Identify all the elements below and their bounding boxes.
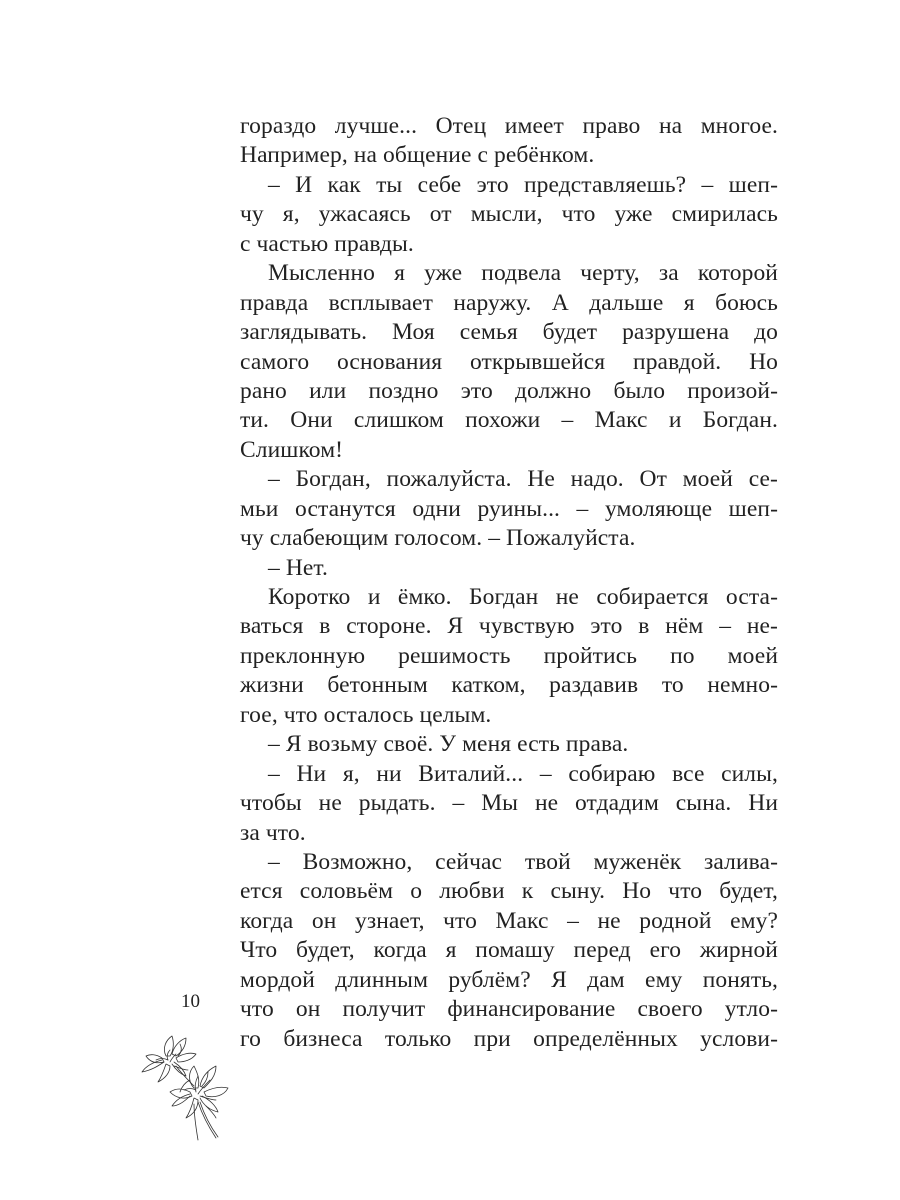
text-line: ваться в стороне. Я чувствую это в нём – не- [240, 613, 778, 640]
text-line: за что. [240, 819, 306, 846]
text-line: Коротко и ёмко. Богдан не собирается оста- [268, 584, 778, 610]
text-line: Мысленно я уже подвела черту, за которой [268, 260, 778, 287]
text-line: го бизнеса только при определённых услови- [240, 1025, 778, 1052]
text-line: – Возможно, сейчас твой муженёк залива- [268, 848, 778, 875]
text-line: самого основания открывшейся правдой. Но [240, 348, 778, 375]
page-number: 10 [181, 991, 200, 1012]
text-line: когда он узнает, что Макс – не родной ему? [240, 907, 778, 934]
text-line: – Нет. [268, 554, 329, 581]
text-line: заглядывать. Моя семья будет разрушена до [240, 319, 778, 346]
text-line: ется соловьём о любви к сыну. Но что будет, [240, 878, 778, 905]
text-line: – Ни я, ни Виталий... – собираю все силы, [268, 760, 778, 787]
text-line: ти. Они слишком похожи – Макс и Богдан. [240, 407, 778, 434]
text-line: мордой длинным рублём? Я дам ему понять, [240, 966, 778, 993]
text-line: – Богдан, пожалуйста. Не надо. От моей се- [268, 466, 778, 493]
lotus-flower-icon [136, 1026, 240, 1142]
text-line: рано или поздно это должно было произой- [240, 377, 778, 404]
text-line: жизни бетонным катком, раздавив то немно- [240, 672, 778, 699]
text-line: гораздо лучше... Отец имеет право на многое. [240, 113, 778, 139]
text-line: преклонную решимость пройтись по моей [240, 642, 778, 669]
text-line: гое, что осталось целым. [240, 701, 492, 728]
text-line: Что будет, когда я помашу перед его жирной [240, 937, 778, 964]
text-line: с частью правды. [240, 230, 414, 257]
text-line: – И как ты себе это представляешь? – шеп- [268, 171, 778, 198]
text-line: чтобы не рыдать. – Мы не отдадим сына. Ни [240, 790, 778, 817]
text-line: Слишком! [240, 436, 344, 463]
text-line: чу слабеющим голосом. – Пожалуйста. [240, 525, 636, 552]
body-text [240, 112, 778, 1054]
text-line: Например, на общение с ребёнком. [240, 142, 595, 169]
text-line: правда всплывает наружу. А дальше я боюсь [240, 289, 778, 316]
text-line: – Я возьму своё. У меня есть права. [268, 731, 629, 758]
text-line: что он получит финансирование своего утло- [240, 996, 778, 1023]
text-line: чу я, ужасаясь от мысли, что уже смирилась [240, 201, 778, 228]
text-line: мьи останутся одни руины... – умоляюще шеп- [240, 495, 778, 522]
